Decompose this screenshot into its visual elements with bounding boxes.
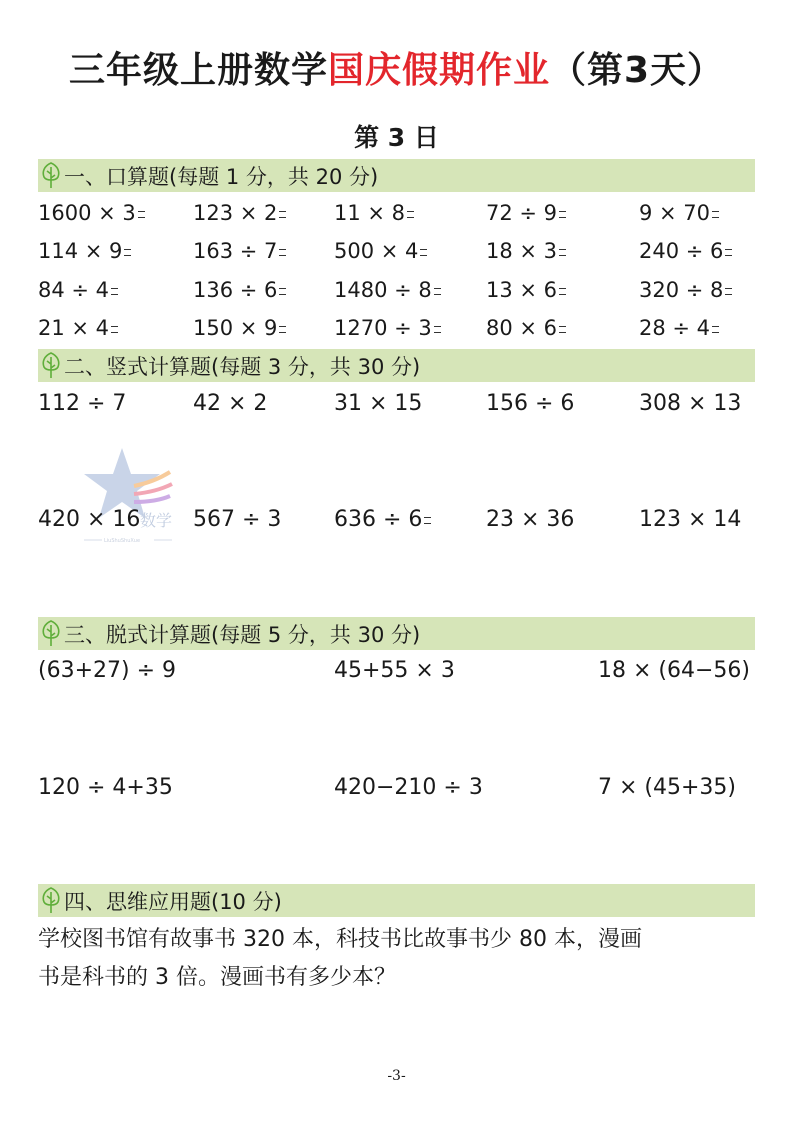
oral-problem: 240 ÷ 6	[639, 241, 732, 262]
section-1-header	[38, 159, 755, 192]
equals-mark	[725, 249, 732, 256]
vertical-problem: 112 ÷ 7	[38, 391, 127, 416]
equals-mark	[434, 326, 441, 333]
oral-problem: 11 × 8	[334, 203, 414, 224]
oral-problem: 9 × 70	[639, 203, 719, 224]
equals-mark	[111, 288, 118, 295]
equals-mark	[712, 211, 719, 218]
vertical-problem: 156 ÷ 6	[486, 391, 575, 416]
word-problem-line-1: 学校图书馆有故事书 320 本，科技书比故事书少 80 本，漫画	[38, 927, 642, 952]
oral-problem: 72 ÷ 9	[486, 203, 566, 224]
section-3-header	[38, 617, 755, 650]
vertical-problem: 567 ÷ 3	[193, 507, 282, 532]
equals-mark	[124, 249, 131, 256]
vertical-problem: 636 ÷ 6	[334, 509, 431, 531]
oral-problem: 1480 ÷ 8	[334, 280, 441, 301]
tree-icon	[40, 162, 62, 189]
section-1-title: 一、口算题(每题 1 分，共 20 分)	[64, 164, 379, 189]
page-title	[0, 42, 793, 93]
oral-problem: 84 ÷ 4	[38, 280, 118, 301]
section-3-title: 三、脱式计算题(每题 5 分，共 30 分)	[64, 622, 421, 647]
tree-icon	[40, 620, 62, 647]
equals-mark	[559, 288, 566, 295]
day-label: 第 3 日	[354, 123, 439, 152]
vertical-problem: 420 × 16	[38, 507, 141, 532]
equals-mark	[725, 288, 732, 295]
equals-mark	[407, 211, 414, 218]
stepwise-problem: 18 × (64−56)	[598, 658, 751, 683]
watermark-subtext: LiuShuShuXue	[104, 538, 141, 544]
section-2-header	[38, 349, 755, 382]
title-black-part: 三年级上册数学	[68, 50, 328, 91]
vertical-problem: 31 × 15	[334, 391, 423, 416]
equals-mark	[279, 211, 286, 218]
tree-icon	[40, 887, 62, 914]
tree-icon	[40, 352, 62, 379]
stepwise-problem: 420−210 ÷ 3	[334, 775, 483, 800]
oral-problem: 114 × 9	[38, 241, 131, 262]
equals-mark	[559, 326, 566, 333]
oral-problem: 1600 × 3	[38, 203, 145, 224]
oral-problem: 80 × 6	[486, 318, 566, 339]
title-suffix: （第3天）	[549, 50, 725, 91]
section-2-title: 二、竖式计算题(每题 3 分，共 30 分)	[64, 354, 421, 379]
title-red-part: 国庆假期作业	[327, 50, 550, 91]
oral-problem: 136 ÷ 6	[193, 280, 286, 301]
watermark-text: 数学	[140, 511, 173, 530]
stepwise-problem: 120 ÷ 4+35	[38, 775, 173, 800]
stepwise-problem: (63+27) ÷ 9	[38, 658, 177, 683]
word-problem-line-2: 书是科书的 3 倍。漫画书有多少本？	[38, 965, 396, 990]
oral-problem: 320 ÷ 8	[639, 280, 732, 301]
stepwise-problem: 45+55 × 3	[334, 658, 455, 683]
oral-problem: 1270 ÷ 3	[334, 318, 441, 339]
equals-mark	[559, 211, 566, 218]
equals-mark	[420, 249, 427, 256]
equals-mark	[138, 211, 145, 218]
equals-mark	[712, 326, 719, 333]
equals-mark	[424, 517, 431, 524]
oral-problem: 150 × 9	[193, 318, 286, 339]
section-4-header	[38, 884, 755, 917]
equals-mark	[559, 249, 566, 256]
equals-mark	[279, 326, 286, 333]
vertical-problem: 308 × 13	[639, 391, 742, 416]
vertical-problem: 123 × 14	[639, 507, 742, 532]
equals-mark	[279, 249, 286, 256]
word-problem	[38, 921, 758, 997]
equals-mark	[434, 288, 441, 295]
equals-mark	[111, 326, 118, 333]
vertical-problem: 23 × 36	[486, 507, 575, 532]
oral-problem: 18 × 3	[486, 241, 566, 262]
stepwise-problem: 7 × (45+35)	[598, 775, 737, 800]
oral-problem: 123 × 2	[193, 203, 286, 224]
equals-mark	[279, 288, 286, 295]
oral-problem: 500 × 4	[334, 241, 427, 262]
oral-problem: 21 × 4	[38, 318, 118, 339]
oral-problem: 28 ÷ 4	[639, 318, 719, 339]
oral-problem: 163 ÷ 7	[193, 241, 286, 262]
page-number: -3-	[387, 1068, 406, 1084]
oral-problem: 13 × 6	[486, 280, 566, 301]
vertical-problem: 42 × 2	[193, 391, 268, 416]
section-4-title: 四、思维应用题(10 分)	[64, 889, 282, 914]
